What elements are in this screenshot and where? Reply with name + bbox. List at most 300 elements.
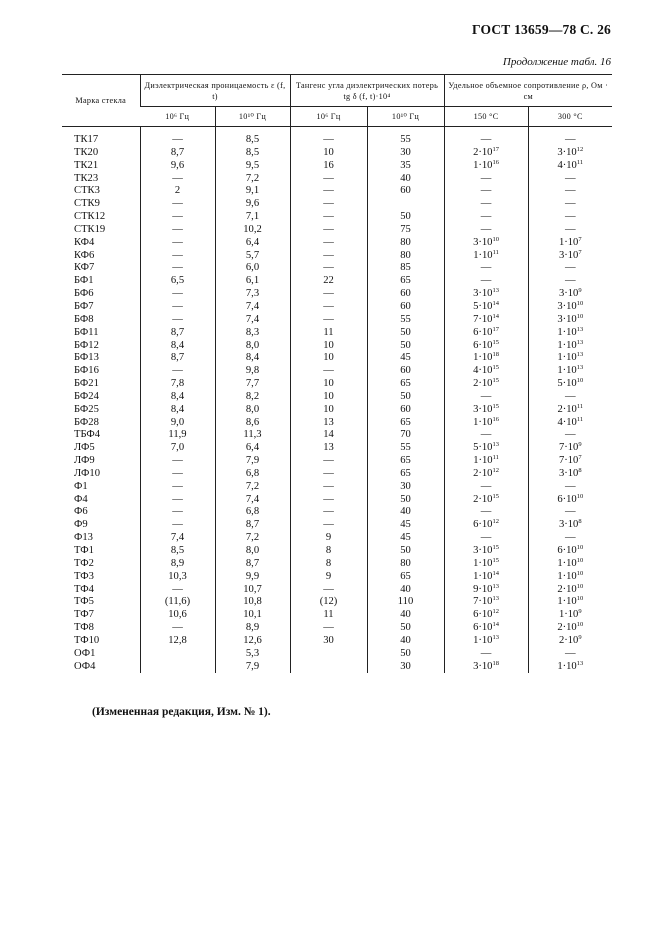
cell-rho-150c: $1\cdot 10^{11}$ xyxy=(444,455,528,468)
col-header-eps-freq-2: 10¹⁰ Гц xyxy=(215,107,290,127)
cell-glass-mark: БФ7 xyxy=(74,300,94,312)
table-row xyxy=(62,134,612,147)
table-row xyxy=(62,429,612,442)
col-header-tan-freq-2: 10¹⁰ Гц xyxy=(367,107,444,127)
col-header-mark: Марка стекла xyxy=(62,75,140,127)
cell-eps-1mhz: — xyxy=(140,314,215,327)
cell-eps-1mhz: 8,5 xyxy=(140,545,215,558)
page-header: ГОСТ 13659—78 С. 26 xyxy=(472,22,611,37)
cell-tan-10ghz: 60 xyxy=(367,288,444,301)
cell-tan-10ghz: 55 xyxy=(367,442,444,455)
cell-eps-10ghz: 7,2 xyxy=(215,173,290,186)
cell-eps-10ghz: 9,5 xyxy=(215,160,290,173)
cell-glass-mark: БФ11 xyxy=(74,326,99,338)
cell-eps-10ghz: 6,1 xyxy=(215,275,290,288)
cell-rho-150c: $6\cdot 10^{14}$ xyxy=(444,622,528,635)
cell-rho-150c: $6\cdot 10^{12}$ xyxy=(444,609,528,622)
cell-rho-300c: $1\cdot 10^{13}$ xyxy=(528,327,612,340)
cell-eps-1mhz: 2 xyxy=(140,185,215,198)
cell-glass-mark: ТФ1 xyxy=(74,545,94,556)
cell-glass-mark: ОФ4 xyxy=(74,660,96,672)
cell-tan-1mhz: (12) xyxy=(290,596,367,609)
cell-eps-10ghz: 9,1 xyxy=(215,185,290,198)
cell-eps-10ghz: 8,0 xyxy=(215,404,290,417)
cell-glass-mark: ТБФ4 xyxy=(74,429,101,441)
cell-eps-1mhz: 8,4 xyxy=(140,340,215,353)
cell-tan-1mhz: 10 xyxy=(290,340,367,353)
cell-eps-1mhz: — xyxy=(140,494,215,507)
table-row xyxy=(62,442,612,455)
cell-glass-mark: ТФ7 xyxy=(74,609,94,621)
cell-tan-10ghz: 75 xyxy=(367,224,444,237)
cell-glass-mark: ТФ2 xyxy=(74,557,94,569)
glass-properties-table xyxy=(62,74,612,673)
cell-glass-mark: Ф13 xyxy=(74,532,93,544)
cell-tan-10ghz: 30 xyxy=(367,481,444,494)
table-row xyxy=(62,558,612,571)
cell-glass-mark: ТФ3 xyxy=(74,570,94,582)
cell-eps-1mhz: — xyxy=(140,622,215,635)
cell-rho-300c: $7\cdot 10^7$ xyxy=(528,455,612,468)
col-header-rho-temp-2: 300 °С xyxy=(528,107,612,127)
cell-tan-1mhz: 10 xyxy=(290,352,367,365)
cell-tan-10ghz: 60 xyxy=(367,185,444,198)
cell-eps-1mhz: (11,6) xyxy=(140,596,215,609)
cell-tan-10ghz: 30 xyxy=(367,661,444,674)
cell-tan-1mhz: — xyxy=(290,455,367,468)
cell-tan-1mhz xyxy=(290,648,367,661)
cell-rho-300c: $5\cdot 10^{10}$ xyxy=(528,378,612,391)
cell-eps-1mhz: 8,9 xyxy=(140,558,215,571)
cell-eps-10ghz: 9,8 xyxy=(215,365,290,378)
cell-rho-300c: $2\cdot 10^{10}$ xyxy=(528,584,612,597)
cell-eps-10ghz: 6,4 xyxy=(215,237,290,250)
cell-eps-10ghz: 5,3 xyxy=(215,648,290,661)
cell-eps-1mhz: — xyxy=(140,455,215,468)
cell-rho-300c: $1\cdot 10^{10}$ xyxy=(528,571,612,584)
cell-eps-1mhz: — xyxy=(140,584,215,597)
cell-eps-10ghz: 7,9 xyxy=(215,455,290,468)
cell-tan-1mhz: — xyxy=(290,224,367,237)
cell-rho-150c: $3\cdot 10^{15}$ xyxy=(444,404,528,417)
cell-rho-150c: $6\cdot 10^{17}$ xyxy=(444,327,528,340)
cell-rho-300c: — xyxy=(528,429,612,442)
cell-rho-150c: $3\cdot 10^{10}$ xyxy=(444,237,528,250)
table-row xyxy=(62,545,612,558)
table-row xyxy=(62,288,612,301)
cell-eps-1mhz: 8,7 xyxy=(140,327,215,340)
cell-rho-300c: — xyxy=(528,648,612,661)
col-header-rho-temp-1: 150 °С xyxy=(444,107,528,127)
cell-rho-150c: $4\cdot 10^{15}$ xyxy=(444,365,528,378)
cell-rho-300c: $1\cdot 10^{13}$ xyxy=(528,365,612,378)
cell-tan-1mhz: 8 xyxy=(290,558,367,571)
cell-tan-1mhz: 11 xyxy=(290,609,367,622)
cell-eps-10ghz: 8,3 xyxy=(215,327,290,340)
cell-eps-10ghz: 8,4 xyxy=(215,352,290,365)
cell-eps-1mhz: 8,7 xyxy=(140,352,215,365)
cell-tan-1mhz: 11 xyxy=(290,327,367,340)
cell-rho-150c: $2\cdot 10^{17}$ xyxy=(444,147,528,160)
amendment-note: (Измененная редакция, Изм. № 1). xyxy=(92,706,271,718)
table-row xyxy=(62,160,612,173)
cell-rho-150c: $1\cdot 10^{15}$ xyxy=(444,558,528,571)
cell-tan-10ghz: 50 xyxy=(367,211,444,224)
cell-tan-10ghz: 50 xyxy=(367,327,444,340)
cell-rho-300c: $6\cdot 10^{10}$ xyxy=(528,494,612,507)
cell-tan-10ghz: 50 xyxy=(367,545,444,558)
cell-rho-150c: — xyxy=(444,134,528,147)
cell-eps-10ghz: 10,8 xyxy=(215,596,290,609)
cell-eps-1mhz: — xyxy=(140,237,215,250)
table-continuation-label: Продолжение табл. 16 xyxy=(502,56,611,68)
cell-rho-150c: — xyxy=(444,532,528,545)
cell-tan-10ghz: 55 xyxy=(367,134,444,147)
cell-tan-10ghz: 65 xyxy=(367,571,444,584)
table-row xyxy=(62,404,612,417)
cell-rho-150c: $5\cdot 10^{13}$ xyxy=(444,442,528,455)
cell-rho-300c: $1\cdot 10^7$ xyxy=(528,237,612,250)
cell-tan-1mhz: 16 xyxy=(290,160,367,173)
cell-rho-300c: $3\cdot 10^9$ xyxy=(528,288,612,301)
cell-eps-1mhz: — xyxy=(140,468,215,481)
cell-tan-10ghz: 60 xyxy=(367,404,444,417)
cell-eps-10ghz: 7,2 xyxy=(215,481,290,494)
cell-glass-mark: ТФ10 xyxy=(74,634,100,646)
cell-eps-1mhz: — xyxy=(140,288,215,301)
cell-eps-1mhz: — xyxy=(140,198,215,211)
cell-rho-150c: $5\cdot 10^{14}$ xyxy=(444,301,528,314)
cell-rho-300c: $2\cdot 10^{10}$ xyxy=(528,622,612,635)
cell-eps-10ghz: 7,7 xyxy=(215,378,290,391)
cell-tan-1mhz: — xyxy=(290,365,367,378)
cell-glass-mark: БФ1 xyxy=(74,275,94,287)
cell-rho-300c: — xyxy=(528,481,612,494)
cell-rho-150c: — xyxy=(444,391,528,404)
table-row xyxy=(62,584,612,597)
cell-rho-300c: — xyxy=(528,506,612,519)
cell-rho-300c: — xyxy=(528,134,612,147)
table-row xyxy=(62,198,612,211)
cell-eps-1mhz: — xyxy=(140,211,215,224)
cell-eps-10ghz: 8,5 xyxy=(215,147,290,160)
cell-eps-10ghz: 7,4 xyxy=(215,314,290,327)
cell-eps-10ghz: 6,0 xyxy=(215,262,290,275)
cell-rho-300c: $1\cdot 10^{13}$ xyxy=(528,340,612,353)
cell-glass-mark: БФ8 xyxy=(74,313,94,325)
cell-eps-1mhz: — xyxy=(140,519,215,532)
cell-tan-10ghz: 45 xyxy=(367,352,444,365)
cell-glass-mark: Ф4 xyxy=(74,493,88,505)
cell-eps-10ghz: 7,4 xyxy=(215,301,290,314)
cell-tan-10ghz: 110 xyxy=(367,596,444,609)
cell-eps-1mhz: 7,8 xyxy=(140,378,215,391)
cell-tan-1mhz: 10 xyxy=(290,147,367,160)
cell-glass-mark: СТК3 xyxy=(74,185,100,197)
cell-tan-1mhz: 13 xyxy=(290,442,367,455)
cell-tan-1mhz: — xyxy=(290,584,367,597)
cell-rho-300c: — xyxy=(528,275,612,288)
cell-tan-10ghz: 50 xyxy=(367,622,444,635)
cell-eps-10ghz: 12,6 xyxy=(215,635,290,648)
cell-tan-1mhz: 10 xyxy=(290,378,367,391)
cell-tan-10ghz: 80 xyxy=(367,250,444,263)
cell-eps-10ghz: 7,2 xyxy=(215,532,290,545)
cell-eps-10ghz: 7,9 xyxy=(215,661,290,674)
col-header-resistivity: Удельное объемное сопротивление ρ, Ом · см xyxy=(444,75,612,107)
cell-glass-mark: ОФ1 xyxy=(74,647,96,659)
cell-rho-300c: — xyxy=(528,198,612,211)
cell-rho-150c: — xyxy=(444,506,528,519)
cell-glass-mark: ЛФ10 xyxy=(74,467,101,479)
cell-rho-300c: $1\cdot 10^{10}$ xyxy=(528,596,612,609)
cell-rho-150c: — xyxy=(444,211,528,224)
table-row xyxy=(62,532,612,545)
cell-rho-150c: $3\cdot 10^{15}$ xyxy=(444,545,528,558)
cell-glass-mark: СТК19 xyxy=(74,223,106,235)
cell-rho-300c: $7\cdot 10^9$ xyxy=(528,442,612,455)
cell-eps-10ghz: 5,7 xyxy=(215,250,290,263)
cell-rho-150c: — xyxy=(444,275,528,288)
cell-rho-150c: — xyxy=(444,224,528,237)
cell-eps-10ghz: 8,7 xyxy=(215,558,290,571)
table-row xyxy=(62,224,612,237)
cell-rho-150c: $7\cdot 10^{13}$ xyxy=(444,596,528,609)
cell-eps-10ghz: 6,8 xyxy=(215,506,290,519)
cell-rho-300c: $3\cdot 10^{10}$ xyxy=(528,314,612,327)
cell-rho-300c: $2\cdot 10^9$ xyxy=(528,635,612,648)
cell-tan-10ghz: 45 xyxy=(367,532,444,545)
cell-rho-150c: $1\cdot 10^{13}$ xyxy=(444,635,528,648)
cell-eps-1mhz: — xyxy=(140,134,215,147)
cell-tan-10ghz: 65 xyxy=(367,455,444,468)
cell-rho-150c: $1\cdot 10^{18}$ xyxy=(444,352,528,365)
cell-eps-1mhz: — xyxy=(140,506,215,519)
cell-rho-150c: — xyxy=(444,429,528,442)
cell-tan-10ghz: 65 xyxy=(367,275,444,288)
cell-rho-300c: — xyxy=(528,532,612,545)
cell-eps-1mhz: 8,4 xyxy=(140,391,215,404)
cell-eps-10ghz: 10,2 xyxy=(215,224,290,237)
cell-tan-10ghz: 65 xyxy=(367,378,444,391)
cell-rho-150c: $1\cdot 10^{16}$ xyxy=(444,417,528,430)
cell-tan-10ghz: 45 xyxy=(367,519,444,532)
cell-tan-10ghz: 40 xyxy=(367,609,444,622)
cell-tan-10ghz: 40 xyxy=(367,635,444,648)
col-header-loss-tangent: Тангенс угла диэлектрических потерь tg δ (f, t)·10⁴ xyxy=(290,75,444,107)
cell-glass-mark: ТФ8 xyxy=(74,622,94,634)
cell-rho-150c: $3\cdot 10^{18}$ xyxy=(444,661,528,674)
cell-rho-150c: $6\cdot 10^{15}$ xyxy=(444,340,528,353)
cell-rho-300c: $3\cdot 10^8$ xyxy=(528,468,612,481)
cell-rho-150c: $7\cdot 10^{14}$ xyxy=(444,314,528,327)
cell-rho-150c: $2\cdot 10^{12}$ xyxy=(444,468,528,481)
cell-tan-10ghz: 50 xyxy=(367,391,444,404)
cell-tan-1mhz: 30 xyxy=(290,635,367,648)
cell-tan-10ghz: 55 xyxy=(367,314,444,327)
table-row xyxy=(62,365,612,378)
cell-tan-10ghz: 50 xyxy=(367,494,444,507)
cell-tan-10ghz: 80 xyxy=(367,558,444,571)
cell-glass-mark: БФ16 xyxy=(74,365,99,377)
cell-tan-1mhz: — xyxy=(290,262,367,275)
cell-eps-1mhz: — xyxy=(140,173,215,186)
cell-glass-mark: КФ6 xyxy=(74,249,95,261)
cell-glass-mark: БФ28 xyxy=(74,416,99,428)
cell-rho-300c: $2\cdot 10^{11}$ xyxy=(528,404,612,417)
cell-tan-1mhz: 10 xyxy=(290,391,367,404)
cell-rho-300c: $6\cdot 10^{10}$ xyxy=(528,545,612,558)
cell-eps-1mhz: — xyxy=(140,262,215,275)
cell-rho-300c: $3\cdot 10^8$ xyxy=(528,519,612,532)
cell-eps-1mhz: — xyxy=(140,481,215,494)
cell-eps-1mhz: 12,8 xyxy=(140,635,215,648)
cell-rho-150c: — xyxy=(444,262,528,275)
cell-tan-1mhz: 9 xyxy=(290,571,367,584)
table-row xyxy=(62,314,612,327)
cell-glass-mark: Ф9 xyxy=(74,519,88,531)
cell-tan-1mhz: — xyxy=(290,134,367,147)
table-row xyxy=(62,661,612,674)
cell-rho-300c: $1\cdot 10^{13}$ xyxy=(528,661,612,674)
cell-tan-10ghz: 65 xyxy=(367,468,444,481)
cell-eps-10ghz: 8,0 xyxy=(215,340,290,353)
cell-eps-1mhz: — xyxy=(140,224,215,237)
cell-eps-1mhz: — xyxy=(140,301,215,314)
cell-glass-mark: БФ21 xyxy=(74,378,99,390)
cell-tan-1mhz: — xyxy=(290,481,367,494)
cell-rho-150c: — xyxy=(444,185,528,198)
cell-rho-300c: — xyxy=(528,173,612,186)
cell-eps-1mhz: 7,0 xyxy=(140,442,215,455)
cell-tan-10ghz: 35 xyxy=(367,160,444,173)
cell-eps-1mhz: 6,5 xyxy=(140,275,215,288)
cell-eps-1mhz: 9,6 xyxy=(140,160,215,173)
table-row xyxy=(62,609,612,622)
cell-tan-1mhz: — xyxy=(290,301,367,314)
cell-eps-10ghz: 7,3 xyxy=(215,288,290,301)
cell-rho-150c: $6\cdot 10^{12}$ xyxy=(444,519,528,532)
cell-rho-150c: — xyxy=(444,481,528,494)
table-row xyxy=(62,262,612,275)
cell-tan-10ghz: 70 xyxy=(367,429,444,442)
table-row xyxy=(62,250,612,263)
cell-eps-1mhz xyxy=(140,648,215,661)
cell-glass-mark: ТК17 xyxy=(74,134,99,145)
cell-glass-mark: ТК20 xyxy=(74,146,99,158)
cell-tan-1mhz: 9 xyxy=(290,532,367,545)
cell-eps-1mhz: 10,3 xyxy=(140,571,215,584)
cell-rho-300c: — xyxy=(528,391,612,404)
cell-rho-150c: — xyxy=(444,198,528,211)
cell-tan-1mhz: — xyxy=(290,173,367,186)
cell-tan-10ghz: 50 xyxy=(367,340,444,353)
cell-glass-mark: БФ12 xyxy=(74,339,99,351)
cell-eps-10ghz: 6,8 xyxy=(215,468,290,481)
table-row xyxy=(62,635,612,648)
cell-rho-300c: $1\cdot 10^9$ xyxy=(528,609,612,622)
cell-glass-mark: ТК21 xyxy=(74,159,99,171)
cell-tan-1mhz: — xyxy=(290,250,367,263)
cell-tan-1mhz: — xyxy=(290,468,367,481)
cell-tan-1mhz: — xyxy=(290,494,367,507)
cell-rho-150c: $2\cdot 10^{15}$ xyxy=(444,378,528,391)
cell-tan-10ghz: 30 xyxy=(367,147,444,160)
cell-eps-10ghz: 8,9 xyxy=(215,622,290,635)
cell-rho-300c: $1\cdot 10^{10}$ xyxy=(528,558,612,571)
cell-rho-150c: — xyxy=(444,648,528,661)
cell-tan-1mhz: 13 xyxy=(290,417,367,430)
cell-tan-1mhz: — xyxy=(290,314,367,327)
cell-tan-1mhz: — xyxy=(290,237,367,250)
cell-eps-1mhz: 8,4 xyxy=(140,404,215,417)
cell-eps-1mhz: 10,6 xyxy=(140,609,215,622)
cell-glass-mark: БФ24 xyxy=(74,390,99,402)
cell-glass-mark: ТК23 xyxy=(74,172,99,184)
cell-rho-300c: $3\cdot 10^7$ xyxy=(528,250,612,263)
cell-rho-300c: — xyxy=(528,211,612,224)
table-body xyxy=(62,127,612,674)
cell-rho-300c: — xyxy=(528,185,612,198)
cell-eps-10ghz: 8,5 xyxy=(215,134,290,147)
cell-tan-10ghz: 60 xyxy=(367,301,444,314)
cell-rho-300c: $3\cdot 10^{10}$ xyxy=(528,301,612,314)
cell-glass-mark: ТФ4 xyxy=(74,583,94,595)
cell-tan-1mhz: — xyxy=(290,211,367,224)
cell-eps-1mhz: 11,9 xyxy=(140,429,215,442)
cell-rho-150c: $1\cdot 10^{11}$ xyxy=(444,250,528,263)
cell-tan-1mhz: 14 xyxy=(290,429,367,442)
cell-tan-1mhz: 10 xyxy=(290,404,367,417)
cell-glass-mark: СТК9 xyxy=(74,198,100,210)
cell-eps-10ghz: 7,1 xyxy=(215,211,290,224)
col-header-permittivity: Диэлектрическая проницаемость ε (f, t) xyxy=(140,75,290,107)
cell-eps-1mhz: 7,4 xyxy=(140,532,215,545)
cell-eps-10ghz: 8,2 xyxy=(215,391,290,404)
cell-glass-mark: Ф6 xyxy=(74,506,88,518)
cell-eps-10ghz: 8,0 xyxy=(215,545,290,558)
cell-glass-mark: СТК12 xyxy=(74,211,106,223)
table-row xyxy=(62,378,612,391)
table-row xyxy=(62,275,612,288)
table-row xyxy=(62,327,612,340)
table-row xyxy=(62,211,612,224)
cell-rho-300c: $4\cdot 10^{11}$ xyxy=(528,417,612,430)
cell-glass-mark: БФ25 xyxy=(74,403,99,415)
col-header-eps-freq-1: 10⁶ Гц xyxy=(140,107,215,127)
table-row xyxy=(62,481,612,494)
cell-glass-mark: ЛФ9 xyxy=(74,455,95,467)
cell-rho-300c: — xyxy=(528,262,612,275)
cell-rho-150c: $3\cdot 10^{13}$ xyxy=(444,288,528,301)
table-row xyxy=(62,237,612,250)
cell-tan-1mhz: — xyxy=(290,622,367,635)
table-row xyxy=(62,596,612,609)
table-row xyxy=(62,468,612,481)
cell-glass-mark: БФ6 xyxy=(74,288,94,300)
cell-tan-1mhz xyxy=(290,661,367,674)
table-row xyxy=(62,340,612,353)
table-row xyxy=(62,571,612,584)
cell-eps-10ghz: 11,3 xyxy=(215,429,290,442)
cell-eps-10ghz: 10,7 xyxy=(215,584,290,597)
cell-tan-10ghz: 40 xyxy=(367,506,444,519)
cell-tan-10ghz: 50 xyxy=(367,648,444,661)
table-row xyxy=(62,185,612,198)
cell-tan-1mhz: — xyxy=(290,185,367,198)
table-row xyxy=(62,622,612,635)
cell-tan-10ghz: 40 xyxy=(367,173,444,186)
